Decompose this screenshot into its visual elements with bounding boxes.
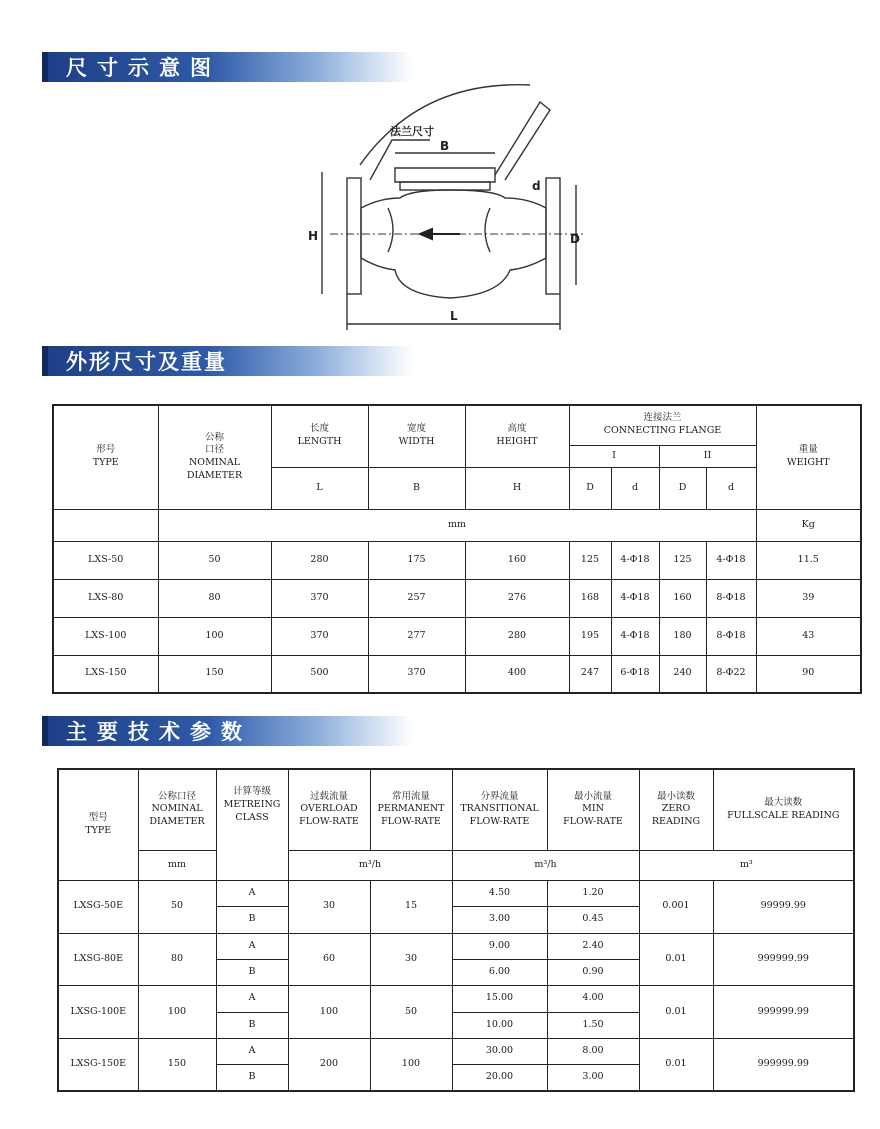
header-min: 最小流量 MIN FLOW-RATE — [547, 769, 639, 850]
table-cell: 370 — [368, 655, 465, 693]
zero-reading-cell: 0.001 — [639, 880, 713, 933]
table-cell: 100 — [158, 617, 271, 655]
table-cell: 160 — [659, 579, 706, 617]
section-banner-diagram — [42, 52, 412, 82]
table-row — [53, 541, 861, 579]
section-title-diagram: 尺寸示意图 — [66, 56, 221, 80]
nominal-cell: 100 — [138, 986, 216, 1039]
header-height: 高度 HEIGHT — [465, 405, 569, 467]
header-l: L — [271, 467, 368, 509]
header-type: 型号 TYPE — [58, 769, 138, 880]
table-cell: 257 — [368, 579, 465, 617]
table-cell: 6-Φ18 — [611, 655, 659, 693]
table-cell: 4-Φ18 — [706, 541, 756, 579]
class-cell: B — [216, 959, 288, 985]
min-flow-cell: 8.00 — [547, 1038, 639, 1064]
table-cell: 43 — [756, 617, 861, 655]
right-arc — [485, 208, 490, 252]
table-cell: 240 — [659, 655, 706, 693]
table-cell: 50 — [158, 541, 271, 579]
type-cell: LXSG-50E — [58, 880, 138, 933]
header-flange-ii: II — [659, 445, 756, 467]
header-nominal: 公称口径 NOMINAL DIAMETER — [138, 769, 216, 850]
class-cell: B — [216, 907, 288, 933]
section-title-dimensions: 外形尺寸及重量 — [66, 350, 227, 374]
overload-cell: 60 — [288, 933, 370, 986]
table-cell: 80 — [158, 579, 271, 617]
zero-reading-cell: 0.01 — [639, 933, 713, 986]
class-cell: B — [216, 1012, 288, 1038]
label-d-large: D — [570, 232, 580, 246]
fullscale-reading-cell: 99999.99 — [713, 880, 854, 933]
transitional-cell: 4.50 — [452, 880, 547, 906]
min-flow-cell: 2.40 — [547, 933, 639, 959]
unit-mm: mm — [158, 509, 756, 541]
fullscale-reading-cell: 999999.99 — [713, 933, 854, 986]
table-cell: 90 — [756, 655, 861, 693]
parameters-table — [57, 768, 855, 1092]
table-cell: 500 — [271, 655, 368, 693]
header-weight: 重量 WEIGHT — [756, 405, 861, 509]
table-cell: 247 — [569, 655, 611, 693]
lid-strut — [495, 102, 550, 180]
table-cell: 4-Φ18 — [611, 541, 659, 579]
table-cell: 39 — [756, 579, 861, 617]
transitional-cell: 6.00 — [452, 959, 547, 985]
header-zero: 最小读数 ZERO READING — [639, 769, 713, 850]
table-row — [53, 655, 861, 693]
permanent-cell: 15 — [370, 880, 452, 933]
transitional-cell: 10.00 — [452, 1012, 547, 1038]
fullscale-reading-cell: 999999.99 — [713, 1038, 854, 1091]
header-b: B — [368, 467, 465, 509]
label-flange-size: 法兰尺寸 — [390, 125, 434, 138]
min-flow-cell: 0.90 — [547, 959, 639, 985]
min-flow-cell: 1.20 — [547, 880, 639, 906]
section-banner-parameters — [42, 716, 412, 746]
header-fullscale: 最大读数 FULLSCALE READING — [713, 769, 854, 850]
table-cell: 8-Φ18 — [706, 617, 756, 655]
table-cell: 8-Φ22 — [706, 655, 756, 693]
label-d-small: d — [532, 179, 541, 193]
table-cell: 168 — [569, 579, 611, 617]
left-arc — [388, 208, 393, 252]
transitional-cell: 15.00 — [452, 986, 547, 1012]
permanent-cell: 30 — [370, 933, 452, 986]
header-dsmall1: d — [611, 467, 659, 509]
table-cell: 276 — [465, 579, 569, 617]
table-cell: 4-Φ18 — [611, 579, 659, 617]
register-body — [400, 182, 490, 190]
overload-cell: 30 — [288, 880, 370, 933]
unit-kg: Kg — [756, 509, 861, 541]
table-cell: LXS-100 — [53, 617, 158, 655]
min-flow-cell: 1.50 — [547, 1012, 639, 1038]
unit-m3h-flow: m³/h — [288, 850, 452, 880]
class-cell: A — [216, 880, 288, 906]
dimensions-rows — [53, 541, 861, 693]
min-flow-cell: 4.00 — [547, 986, 639, 1012]
header-flange-i: I — [569, 445, 659, 467]
flow-arrow-icon — [420, 229, 460, 239]
meter-body — [361, 190, 546, 298]
label-b: B — [440, 139, 450, 153]
unit-m3h-transition: m³/h — [452, 850, 639, 880]
permanent-cell: 50 — [370, 986, 452, 1039]
unit-m3: m³ — [639, 850, 854, 880]
nominal-cell: 150 — [138, 1038, 216, 1091]
type-cell: LXSG-150E — [58, 1038, 138, 1091]
table-cell: 150 — [158, 655, 271, 693]
zero-reading-cell: 0.01 — [639, 986, 713, 1039]
overload-cell: 100 — [288, 986, 370, 1039]
transitional-cell: 30.00 — [452, 1038, 547, 1064]
min-flow-cell: 3.00 — [547, 1065, 639, 1091]
section-title-parameters: 主要技术参数 — [66, 720, 252, 744]
label-l: L — [450, 309, 458, 323]
section-banner-dimensions — [42, 346, 412, 376]
table-cell: LXS-150 — [53, 655, 158, 693]
table-row — [58, 1038, 854, 1064]
header-class: 计算等级 METREING CLASS — [216, 769, 288, 880]
header-h: H — [465, 467, 569, 509]
table-cell: 8-Φ18 — [706, 579, 756, 617]
transitional-cell: 20.00 — [452, 1065, 547, 1091]
nominal-cell: 50 — [138, 880, 216, 933]
label-h: H — [308, 229, 319, 243]
min-flow-cell: 0.45 — [547, 907, 639, 933]
header-d2: D — [659, 467, 706, 509]
header-nominal: 公称 口径 NOMINAL DIAMETER — [158, 405, 271, 509]
table-cell: 125 — [659, 541, 706, 579]
overload-cell: 200 — [288, 1038, 370, 1091]
permanent-cell: 100 — [370, 1038, 452, 1091]
type-cell: LXSG-100E — [58, 986, 138, 1039]
table-row — [58, 986, 854, 1012]
header-connecting-flange: 连接法兰 CONNECTING FLANGE — [569, 405, 756, 445]
header-dsmall2: d — [706, 467, 756, 509]
unit-mm: mm — [138, 850, 216, 880]
parameters-rows — [58, 880, 854, 1091]
class-cell: A — [216, 1038, 288, 1064]
table-cell: 280 — [465, 617, 569, 655]
header-type: 形号 TYPE — [53, 405, 158, 509]
table-cell: 370 — [271, 579, 368, 617]
zero-reading-cell: 0.01 — [639, 1038, 713, 1091]
flange-right — [546, 178, 560, 294]
type-cell: LXSG-80E — [58, 933, 138, 986]
fullscale-reading-cell: 999999.99 — [713, 986, 854, 1039]
table-cell: 400 — [465, 655, 569, 693]
class-cell: A — [216, 986, 288, 1012]
register-top — [395, 168, 495, 182]
header-length: 长度 LENGTH — [271, 405, 368, 467]
table-cell: 195 — [569, 617, 611, 655]
header-overload: 过载流量 OVERLOAD FLOW-RATE — [288, 769, 370, 850]
table-row — [53, 617, 861, 655]
class-cell: B — [216, 1065, 288, 1091]
table-cell: 175 — [368, 541, 465, 579]
table-row — [58, 933, 854, 959]
flange-leader — [370, 140, 430, 180]
table-cell: 160 — [465, 541, 569, 579]
meter-dimension-diagram — [300, 80, 600, 340]
header-d1: D — [569, 467, 611, 509]
nominal-cell: 80 — [138, 933, 216, 986]
dimensions-table — [52, 404, 862, 694]
table-cell: 277 — [368, 617, 465, 655]
flange-left — [347, 178, 361, 294]
transitional-cell: 9.00 — [452, 933, 547, 959]
table-cell: 370 — [271, 617, 368, 655]
header-permanent: 常用流量 PERMANENT FLOW-RATE — [370, 769, 452, 850]
table-cell: 280 — [271, 541, 368, 579]
table-cell: LXS-50 — [53, 541, 158, 579]
transitional-cell: 3.00 — [452, 907, 547, 933]
table-row — [58, 880, 854, 906]
table-row — [53, 579, 861, 617]
header-width: 宽度 WIDTH — [368, 405, 465, 467]
table-cell: 125 — [569, 541, 611, 579]
table-cell: 11.5 — [756, 541, 861, 579]
header-transitional: 分界流量 TRANSITIONAL FLOW-RATE — [452, 769, 547, 850]
table-cell: 180 — [659, 617, 706, 655]
table-cell: 4-Φ18 — [611, 617, 659, 655]
table-cell: LXS-80 — [53, 579, 158, 617]
class-cell: A — [216, 933, 288, 959]
